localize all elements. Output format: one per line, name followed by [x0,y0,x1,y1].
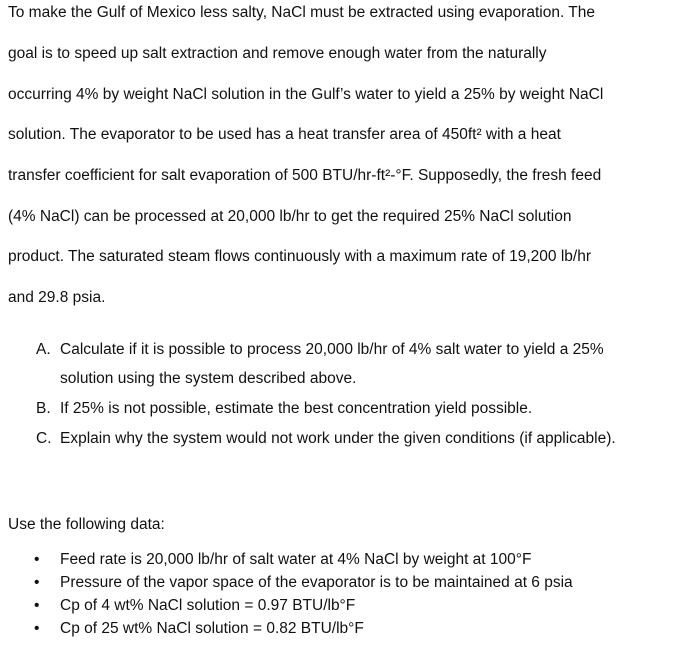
data-item-text: Cp of 4 wt% NaCl solution = 0.97 BTU/lb°F [60,597,356,614]
bullet-icon: • [34,597,40,614]
problem-line: and 29.8 psia. [8,289,106,306]
problem-line: product. The saturated steam flows continuously with a maximum rate of 19,200 lb/hr [8,248,591,265]
problem-line: solution. The evaporator to be used has a heat transfer area of 450ft² with a heat [8,126,561,143]
task-marker: C. [36,430,52,447]
problem-line: goal is to speed up salt extraction and remove enough water from the naturally [8,45,547,62]
problem-line: occurring 4% by weight NaCl solution in the Gulf’s water to yield a 25% by weight NaCl [8,86,604,103]
data-heading: Use the following data: [8,516,165,533]
task-text: solution using the system described above. [60,370,357,387]
data-item-text: Cp of 25 wt% NaCl solution = 0.82 BTU/lb°F [60,620,364,637]
problem-line: transfer coefficient for salt evaporation of 500 BTU/hr-ft²-°F. Supposedly, the fresh feed [8,167,602,184]
data-item-text: Feed rate is 20,000 lb/hr of salt water at 4% NaCl by weight at 100°F [60,551,532,568]
problem-line: To make the Gulf of Mexico less salty, NaCl must be extracted using evaporation. The [8,4,595,21]
task-marker: B. [36,400,51,417]
task-text: Explain why the system would not work under the given conditions (if applicable). [60,430,616,447]
bullet-icon: • [34,574,40,591]
task-marker: A. [36,341,51,358]
bullet-icon: • [34,551,40,568]
bullet-icon: • [34,620,40,637]
task-text: If 25% is not possible, estimate the best concentration yield possible. [60,400,533,417]
task-text: Calculate if it is possible to process 20,000 lb/hr of 4% salt water to yield a 25% [60,341,604,358]
data-item-text: Pressure of the vapor space of the evaporator is to be maintained at 6 psia [60,574,573,591]
problem-line: (4% NaCl) can be processed at 20,000 lb/hr to get the required 25% NaCl solution [8,208,572,225]
